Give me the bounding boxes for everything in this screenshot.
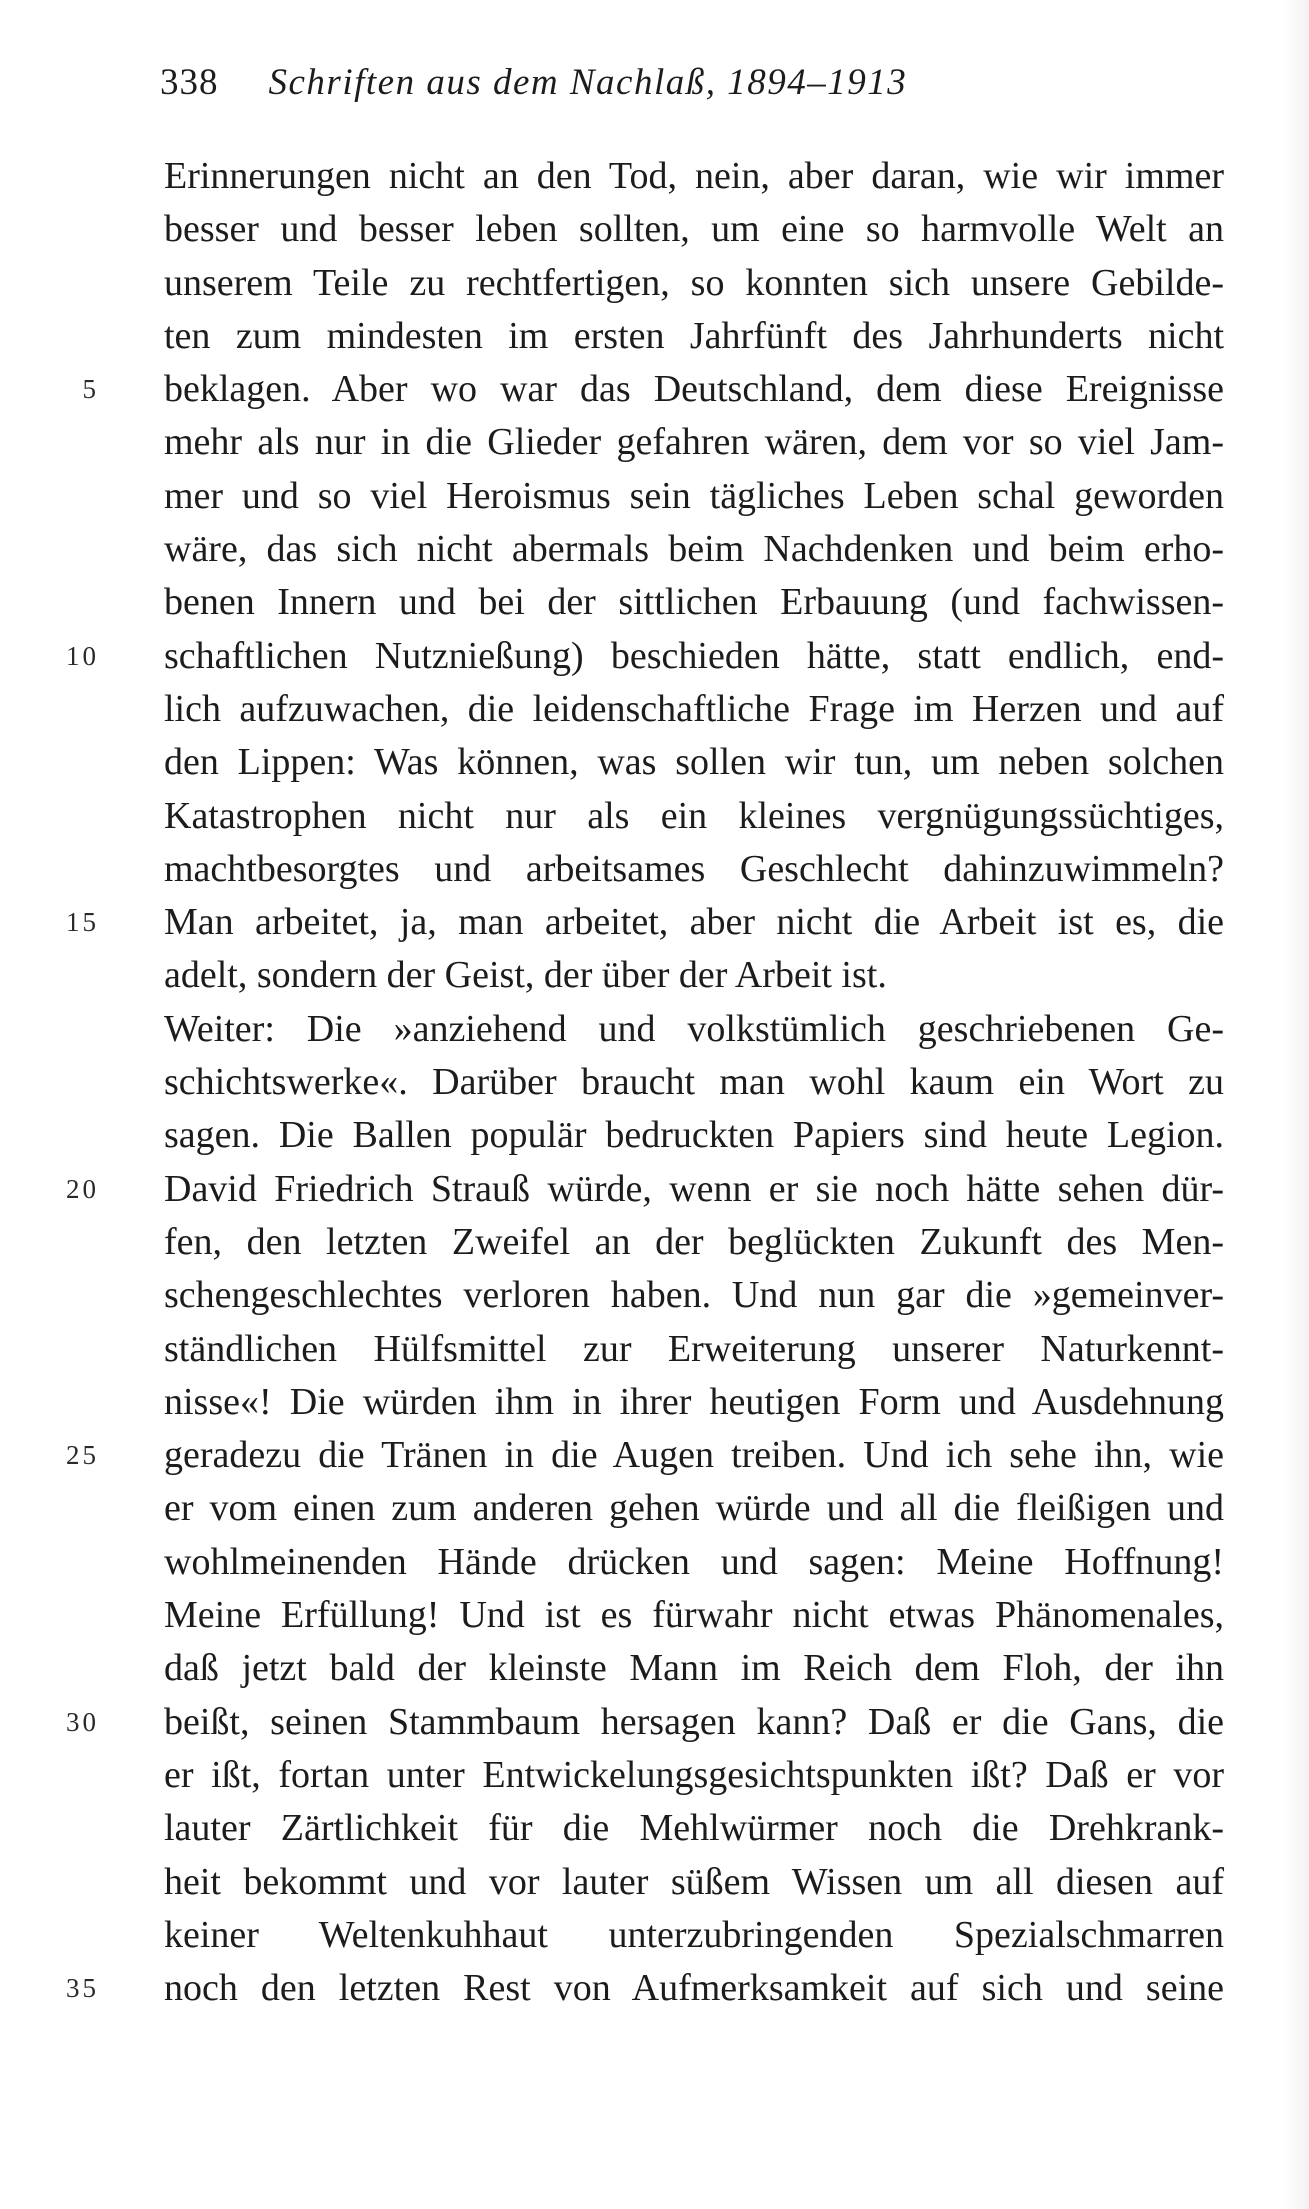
line-text: er vom einen zum anderen gehen würde und all die fleißigen und — [164, 1487, 1224, 1530]
line-text: fen, den letzten Zweifel an der beglückten Zukunft des Men- — [164, 1220, 1224, 1263]
line-text: wohlmeinenden Hände drücken und sagen: Meine Hoffnung! — [164, 1540, 1224, 1583]
text-line — [164, 949, 1224, 1002]
text-line — [164, 523, 1224, 576]
text-line — [164, 150, 1224, 203]
line-text: ständlichen Hülfsmittel zur Erweiterung unserer Naturkennt- — [164, 1327, 1224, 1370]
text-line — [164, 203, 1224, 256]
text-line — [82, 363, 1224, 416]
text-line — [66, 1696, 1224, 1749]
line-text: geradezu die Tränen in die Augen treiben. Und ich sehe ihn, wie — [164, 1434, 1224, 1477]
text-line — [164, 1269, 1224, 1322]
text-line — [164, 1216, 1224, 1269]
text-line — [66, 1962, 1224, 2015]
text-line — [164, 1482, 1224, 1535]
text-line — [164, 843, 1224, 896]
page-number: 338 — [160, 62, 219, 103]
text-line — [164, 1003, 1224, 1056]
line-text: schichtswerke«. Darüber braucht man wohl kaum ein Wort zu — [164, 1061, 1224, 1104]
line-text: benen Innern und bei der sittlichen Erbauung (und fachwissen- — [164, 581, 1224, 624]
line-text: wäre, das sich nicht abermals beim Nachdenken und beim erho- — [164, 528, 1224, 571]
running-head — [160, 58, 907, 108]
line-text: heit bekommt und vor lauter süßem Wissen um all diesen auf — [164, 1860, 1224, 1903]
line-number: 10 — [66, 640, 99, 671]
text-line — [164, 736, 1224, 789]
line-text: unserem Teile zu rechtfertigen, so konnten sich unsere Gebilde- — [164, 261, 1224, 304]
text-line — [164, 790, 1224, 843]
line-text: noch den letzten Rest von Aufmerksamkeit auf sich und seine — [164, 1967, 1224, 2010]
text-line — [164, 1642, 1224, 1695]
text-line — [164, 1909, 1224, 1962]
line-text: machtbesorgtes und arbeitsames Geschlecht dahinzuwimmeln? — [164, 847, 1224, 890]
text-line — [164, 416, 1224, 469]
text-line — [164, 1536, 1224, 1589]
text-line — [164, 310, 1224, 363]
text-line — [164, 1749, 1224, 1802]
line-text: adelt, sondern der Geist, der über der Arbeit ist. — [164, 954, 887, 997]
line-number: 25 — [66, 1440, 99, 1471]
line-text: Weiter: Die »anziehend und volkstümlich geschriebenen Ge- — [164, 1007, 1224, 1050]
line-number: 5 — [82, 374, 99, 405]
text-line — [164, 1589, 1224, 1642]
text-line — [66, 1429, 1224, 1482]
text-line — [164, 470, 1224, 523]
line-number: 15 — [66, 907, 99, 938]
body-text — [66, 150, 1224, 2015]
line-text: ten zum mindesten im ersten Jahrfünft des Jahrhunderts nicht — [164, 314, 1224, 357]
line-text: Meine Erfüllung! Und ist es fürwahr nicht etwas Phänomenales, — [164, 1594, 1224, 1637]
line-text: mehr als nur in die Glieder gefahren wären, dem vor so viel Jam- — [164, 421, 1224, 464]
line-text: David Friedrich Strauß würde, wenn er sie noch hätte sehen dür- — [164, 1167, 1224, 1210]
text-line — [164, 1802, 1224, 1855]
line-text: lauter Zärtlichkeit für die Mehlwürmer noch die Drehkrank- — [164, 1807, 1224, 1850]
line-text: er ißt, fortan unter Entwickelungsgesichtspunkten ißt? Daß er vor — [164, 1753, 1224, 1796]
running-title: Schriften aus dem Nachlaß, 1894–1913 — [268, 62, 908, 103]
text-line — [66, 896, 1224, 949]
line-text: lich aufzuwachen, die leidenschaftliche Frage im Herzen und auf — [164, 687, 1224, 730]
line-text: schengeschlechtes verloren haben. Und nun gar die »gemeinver- — [164, 1274, 1224, 1317]
text-line — [164, 1856, 1224, 1909]
text-line — [164, 683, 1224, 736]
text-line — [66, 1163, 1224, 1216]
text-line — [164, 1323, 1224, 1376]
line-text: den Lippen: Was können, was sollen wir tun, um neben solchen — [164, 741, 1224, 784]
text-line — [164, 257, 1224, 310]
line-text: daß jetzt bald der kleinste Mann im Reich dem Floh, der ihn — [164, 1647, 1224, 1690]
line-text: Erinnerungen nicht an den Tod, nein, aber daran, wie wir immer — [164, 155, 1224, 197]
line-text: besser und besser leben sollten, um eine so harmvolle Welt an — [164, 208, 1224, 251]
text-line — [164, 1376, 1224, 1429]
text-line — [164, 1056, 1224, 1109]
text-line — [66, 630, 1224, 683]
page-edge-shadow — [1283, 0, 1309, 2209]
line-text: schaftlichen Nutznießung) beschieden hätte, statt endlich, end- — [164, 634, 1224, 677]
text-line — [164, 576, 1224, 629]
line-text: Katastrophen nicht nur als ein kleines vergnügungssüchtiges, — [164, 794, 1224, 837]
line-text: beißt, seinen Stammbaum hersagen kann? Daß er die Gans, die — [164, 1700, 1224, 1743]
line-number: 35 — [66, 1973, 99, 2004]
text-line — [164, 1109, 1224, 1162]
line-text: beklagen. Aber wo war das Deutschland, dem diese Ereignisse — [164, 368, 1224, 411]
line-text: sagen. Die Ballen populär bedruckten Papiers sind heute Legion. — [164, 1114, 1224, 1157]
line-number: 30 — [66, 1706, 99, 1737]
line-text: Man arbeitet, ja, man arbeitet, aber nicht die Arbeit ist es, die — [164, 901, 1224, 944]
line-text: nisse«! Die würden ihm in ihrer heutigen Form und Ausdehnung — [164, 1380, 1224, 1423]
line-text: mer und so viel Heroismus sein tägliches Leben schal geworden — [164, 474, 1224, 517]
line-text: keiner Weltenkuhhaut unterzubringenden Spezialschmarren — [164, 1913, 1224, 1956]
line-number: 20 — [66, 1173, 99, 1204]
